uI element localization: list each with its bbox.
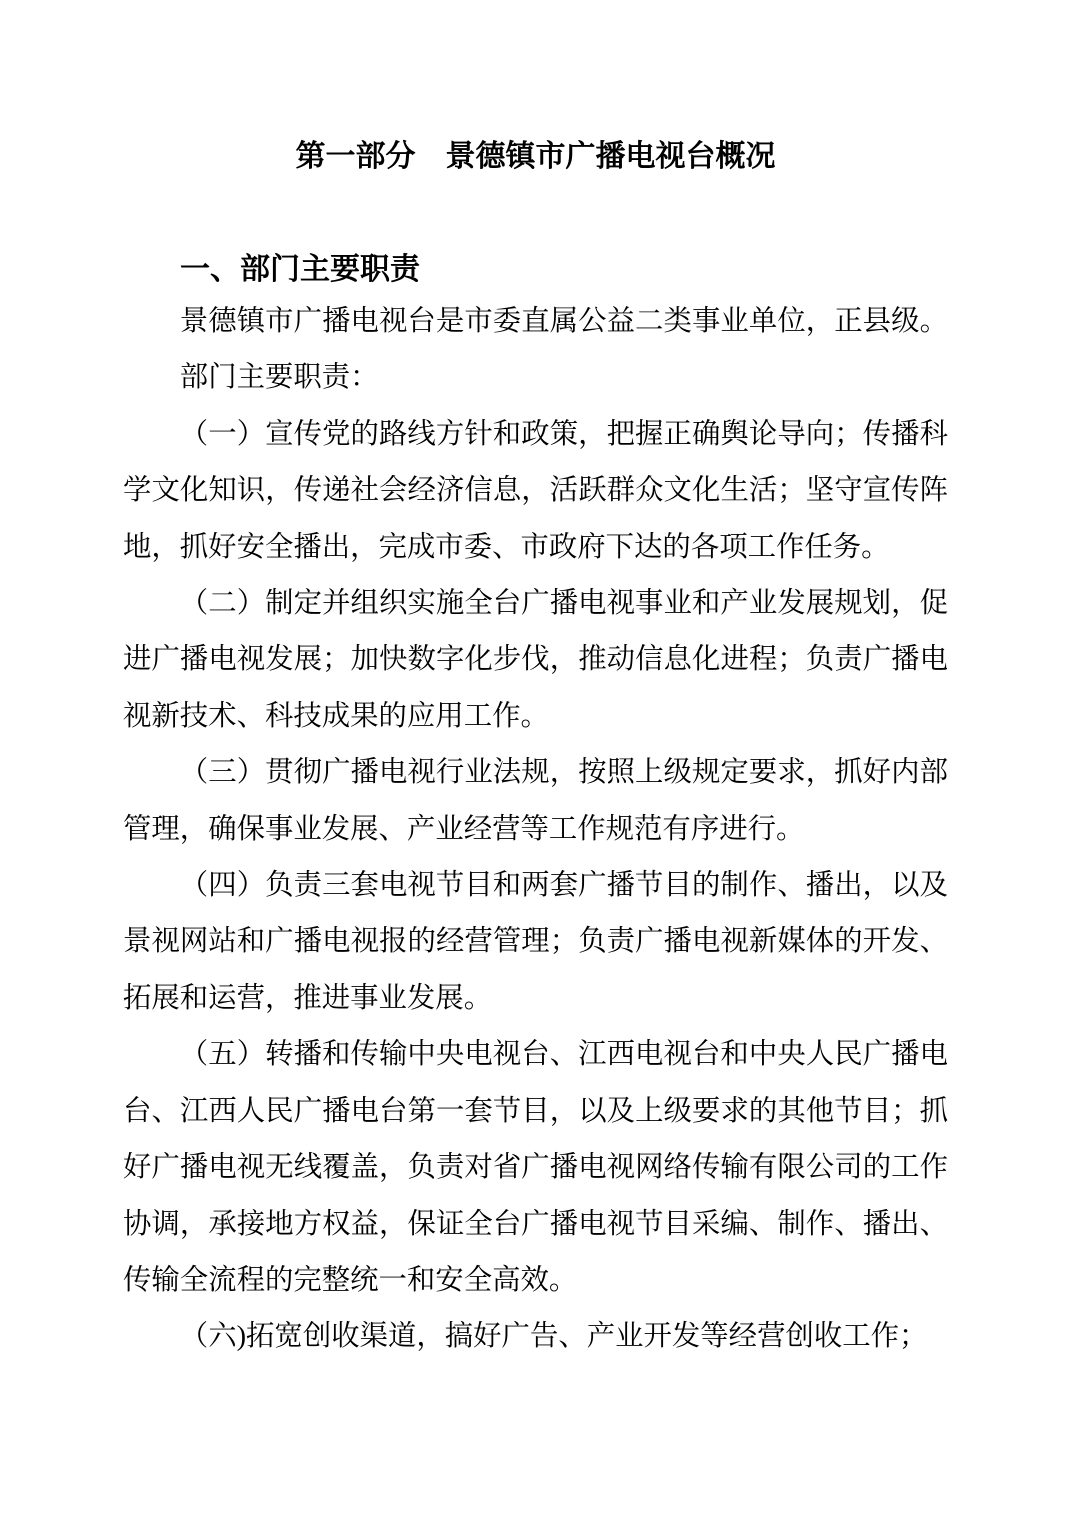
body-line: 地，抓好安全播出，完成市委、市政府下达的各项工作任务。 <box>123 531 890 563</box>
body-line: （六)拓宽创收渠道，搞好广告、产业开发等经营创收工作； <box>179 1321 928 1353</box>
body-line: （四）负责三套电视节目和两套广播节目的制作、播出，以及 <box>179 870 948 902</box>
body-line: 传输全流程的完整统一和安全高效。 <box>123 1264 578 1296</box>
body-line: 视新技术、科技成果的应用工作。 <box>123 700 549 732</box>
document-body <box>123 294 948 1366</box>
body-line: （三）贯彻广播电视行业法规，按照上级规定要求，抓好内部 <box>179 757 948 789</box>
body-line: （一）宣传党的路线方针和政策，把握正确舆论导向；传播科 <box>179 418 948 450</box>
body-line: 景视网站和广播电视报的经营管理；负责广播电视新媒体的开发、 <box>123 926 948 958</box>
body-line: 协调，承接地方权益，保证全台广播电视节目采编、制作、播出、 <box>123 1208 948 1240</box>
document-title: 第一部分 景德镇市广播电视台概况 <box>295 140 776 173</box>
body-line: 拓展和运营，推进事业发展。 <box>123 982 493 1014</box>
body-line: 进广播电视发展；加快数字化步伐，推动信息化进程；负责广播电 <box>123 644 948 676</box>
body-line: 台、江西人民广播电台第一套节目，以及上级要求的其他节目；抓 <box>123 1095 948 1127</box>
section-heading: 一、部门主要职责 <box>180 253 420 286</box>
body-line: 学文化知识，传递社会经济信息，活跃群众文化生活；坚守宣传阵 <box>123 475 948 507</box>
body-line: （二）制定并组织实施全台广播电视事业和产业发展规划，促 <box>179 588 948 620</box>
body-line: （五）转播和传输中央电视台、江西电视台和中央人民广播电 <box>179 1039 948 1071</box>
body-line: 管理，确保事业发展、产业经营等工作规范有序进行。 <box>123 813 805 845</box>
body-line: 好广播电视无线覆盖，负责对省广播电视网络传输有限公司的工作 <box>123 1152 948 1184</box>
body-line: 景德镇市广播电视台是市委直属公益二类事业单位，正县级。 <box>179 306 948 337</box>
body-line: 部门主要职责： <box>179 362 379 394</box>
